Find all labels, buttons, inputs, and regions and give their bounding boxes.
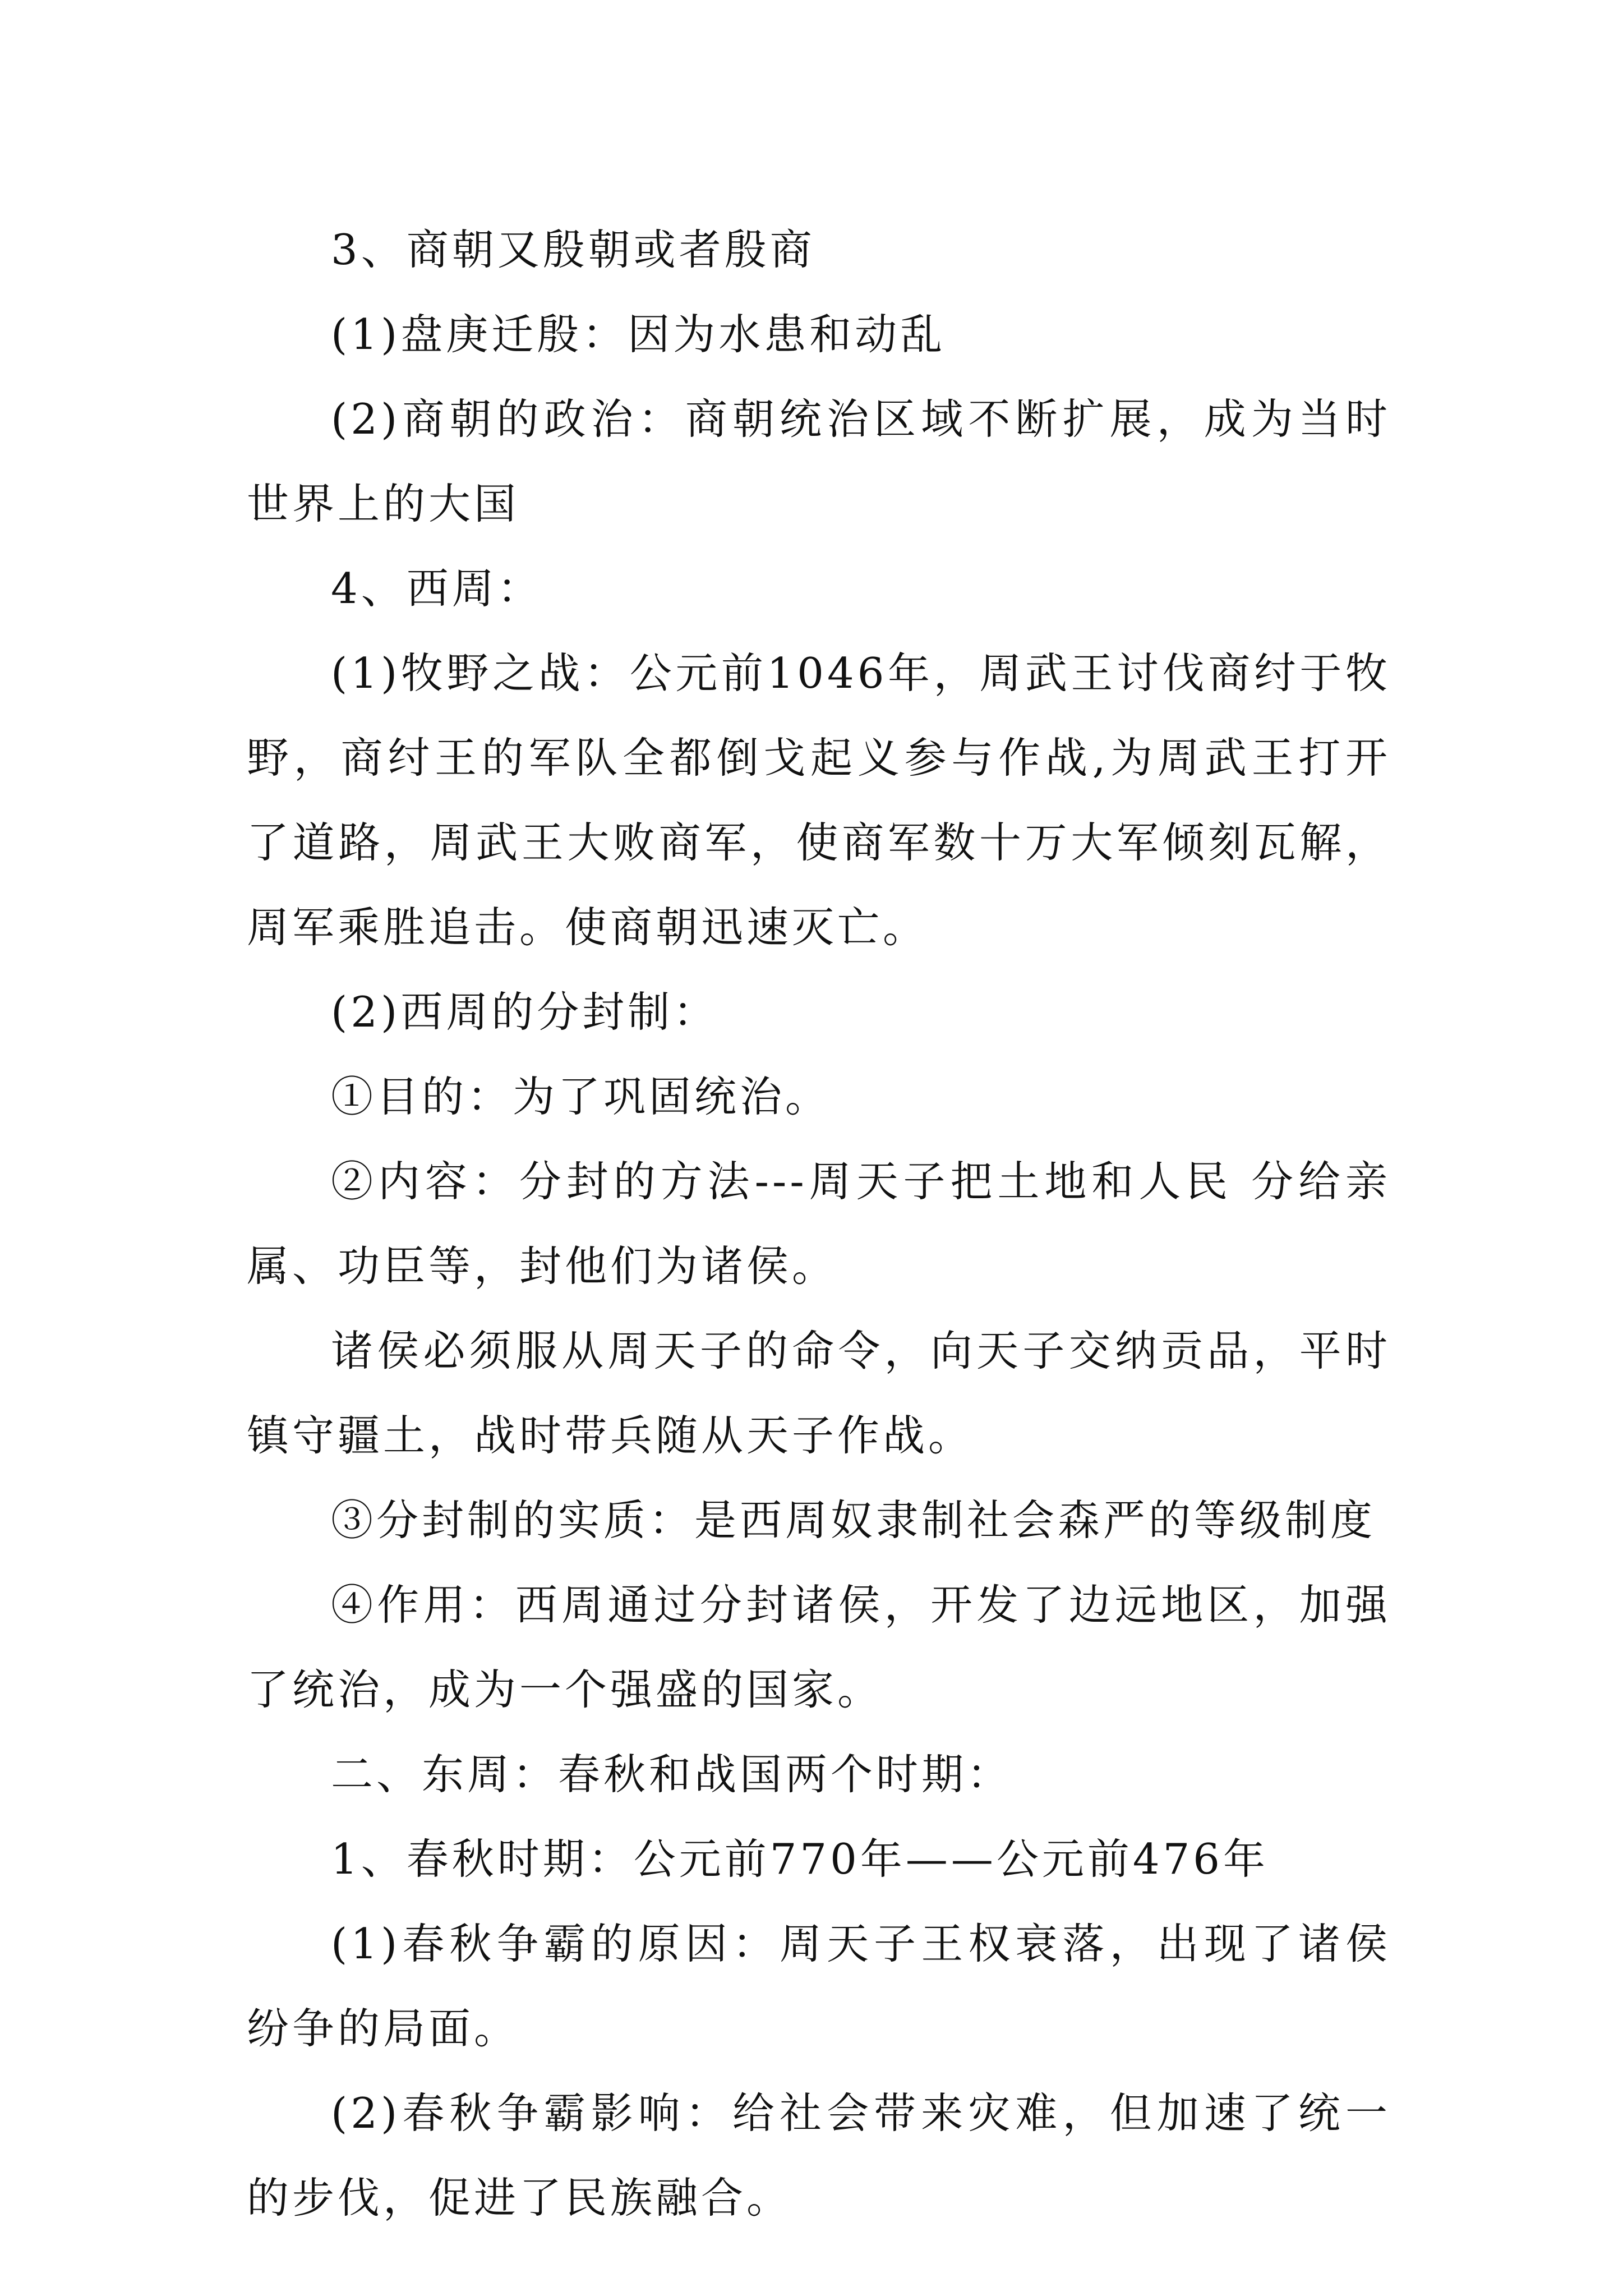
paragraph-vassal-duties: 诸侯必须服从周天子的命令，向天子交纳贡品，平时镇守疆土，战时带兵随从天子作战。: [247, 1326, 1391, 1460]
paragraph-eastern-zhou-heading: 二、东周：春秋和战国两个时期：: [331, 1750, 1013, 1799]
paragraph-fengjian-content: ②内容：分封的方法---周天子把土地和人民 分给亲属、功臣等，封他们为诸侯。: [247, 1157, 1391, 1291]
paragraph-spring-autumn-period: 1、春秋时期：公元前770年——公元前476年: [331, 1834, 1269, 1884]
paragraph-hegemony-impact: (2)春秋争霸影响：给社会带来灾难，但加速了统一的步伐，促进了民族融合。: [247, 2088, 1391, 2223]
paragraph-battle-of-muye: (1)牧野之战：公元前1046年，周武王讨伐商纣于牧野，商纣王的军队全都倒戈起义参与作战,为周武王打开了道路，周武王大败商军，使商军数十万大军倾刻瓦解，周军乘胜追击。使商朝迅速灭亡。: [247, 648, 1391, 952]
paragraph-pangeng-move: (1)盘庚迁殷：因为水患和动乱: [331, 310, 946, 359]
document-body: [247, 208, 1391, 2240]
paragraph-fengjian-purpose: ①目的：为了巩固统治。: [331, 1072, 831, 1121]
paragraph-shang-politics: (2)商朝的政治：商朝统治区域不断扩展，成为当时世界上的大国: [247, 394, 1391, 528]
paragraph-shang-dynasty-heading: 3、商朝又殷朝或者殷商: [331, 225, 815, 274]
paragraph-fengjian-essence: ③分封制的实质：是西周奴隶制社会森严的等级制度: [331, 1496, 1376, 1545]
paragraph-western-zhou-heading: 4、西周：: [331, 564, 543, 613]
paragraph-hegemony-causes: (1)春秋争霸的原因：周天子王权衰落，出现了诸侯纷争的局面。: [247, 1919, 1391, 2053]
paragraph-fengjian-effect: ④作用：西周通过分封诸侯，开发了边远地区，加强了统治，成为一个强盛的国家。: [247, 1580, 1391, 1714]
paragraph-fengjian-heading: (2)西周的分封制：: [331, 987, 719, 1037]
